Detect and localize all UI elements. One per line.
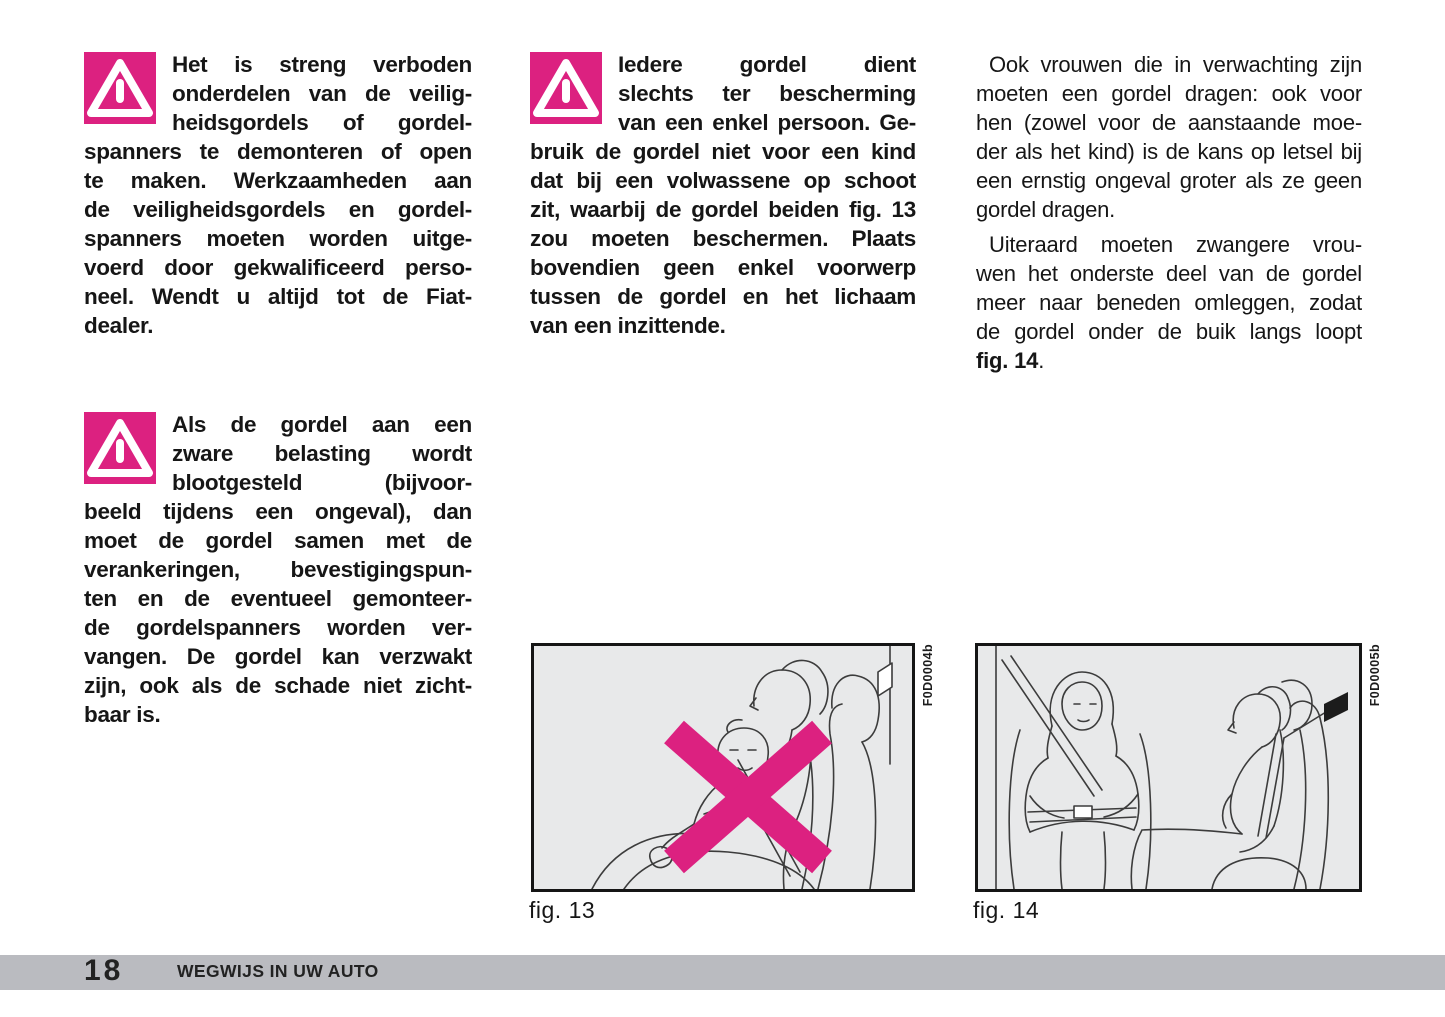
text-line: onderdelen van de veilig-	[172, 81, 472, 106]
figure-13-photo-code: F0D0004b	[921, 644, 935, 707]
paragraph-pregnant-women-1	[976, 50, 1362, 224]
figure-13-illustration	[534, 646, 912, 889]
text-line: baar is.	[84, 702, 161, 727]
text-line: bruik de gordel niet voor een kind	[530, 139, 916, 164]
figure-14-photo-code: F0D0005b	[1368, 644, 1382, 707]
text-line: ten en de eventueel gemonteer-	[84, 586, 472, 611]
text-line: beeld tijdens een ongeval), dan	[84, 499, 472, 524]
warning-triangle-icon	[530, 52, 602, 124]
fig14-reference-line	[976, 346, 1362, 375]
text-line: Het is streng verboden	[172, 52, 472, 77]
text-line: neel. Wendt u altijd tot de Fiat-	[84, 284, 472, 309]
text-line: de veiligheidsgordels en gordel-	[84, 197, 472, 222]
text-line: van een inzittende.	[530, 313, 726, 338]
text-line: van een enkel persoon. Ge-	[618, 110, 916, 135]
text-line: verankeringen, bevestigingspun-	[84, 557, 472, 582]
text-line: hen (zowel voor de aanstaande moe-	[976, 110, 1362, 135]
figure-13-caption: fig. 13	[529, 897, 596, 923]
warning-box-1	[84, 50, 472, 340]
text-line: tussen de gordel en het lichaam	[530, 284, 916, 309]
text-line: der als het kind) is de kans op letsel bij	[976, 139, 1362, 164]
text-line: meer naar beneden omleggen, zodat	[976, 290, 1362, 315]
text-line: vangen. De gordel kan verzwakt	[84, 644, 472, 669]
figure-13	[531, 643, 915, 892]
text-line: spanners te demonteren of open	[84, 139, 472, 164]
text-line: Uiteraard moeten zwangere vrou-	[989, 232, 1362, 257]
text-line: blootgesteld (bijvoor-	[172, 470, 472, 495]
figure-14-illustration	[978, 646, 1359, 889]
text-line: zijn, ook als de schade niet zicht-	[84, 673, 472, 698]
text-line: zit, waarbij de gordel beiden fig. 13	[530, 197, 916, 222]
warning-triangle-icon	[84, 52, 156, 124]
text-line: wen het onderste deel van de gordel	[976, 261, 1362, 286]
text-line: dealer.	[84, 313, 154, 338]
fig14-reference-period: .	[1038, 348, 1045, 373]
text-line: dat bij een volwassene op schoot	[530, 168, 916, 193]
text-line: de gordel onder de buik langs loopt	[976, 319, 1362, 344]
footer-chapter-title: WEGWIJS IN UW AUTO	[177, 961, 379, 981]
text-line: Iedere gordel dient	[618, 52, 916, 77]
text-line: Ook vrouwen die in verwachting zijn	[989, 52, 1362, 77]
text-line: gordel dragen.	[976, 197, 1116, 222]
text-line: bovendien geen enkel voorwerp	[530, 255, 916, 280]
figure-14	[975, 643, 1362, 892]
text-line: heidsgordels of gordel-	[172, 110, 472, 135]
figure-14-caption: fig. 14	[973, 897, 1040, 923]
text-line: slechts ter bescherming	[618, 81, 916, 106]
text-line: zware belasting wordt	[172, 441, 472, 466]
text-line: moeten een gordel dragen: ook voor	[976, 81, 1362, 106]
paragraph-pregnant-women-2	[976, 230, 1362, 375]
text-line: moet de gordel samen met de	[84, 528, 472, 553]
text-line: zou moeten beschermen. Plaats	[530, 226, 916, 251]
text-line: voerd door gekwalificeerd perso-	[84, 255, 472, 280]
text-line: spanners moeten worden uitge-	[84, 226, 472, 251]
warning-box-3	[530, 50, 916, 340]
paragraph-lines	[976, 230, 1362, 346]
text-line: Als de gordel aan een	[172, 412, 472, 437]
text-line: een ernstig ongeval groter als ze geen	[976, 168, 1362, 193]
warning-box-2	[84, 410, 472, 729]
page-number: 18	[84, 954, 124, 987]
fig14-reference: fig. 14	[976, 348, 1039, 373]
text-line: de gordelspanners worden ver-	[84, 615, 472, 640]
warning-triangle-icon	[84, 412, 156, 484]
text-line: te maken. Werkzaamheden aan	[84, 168, 472, 193]
